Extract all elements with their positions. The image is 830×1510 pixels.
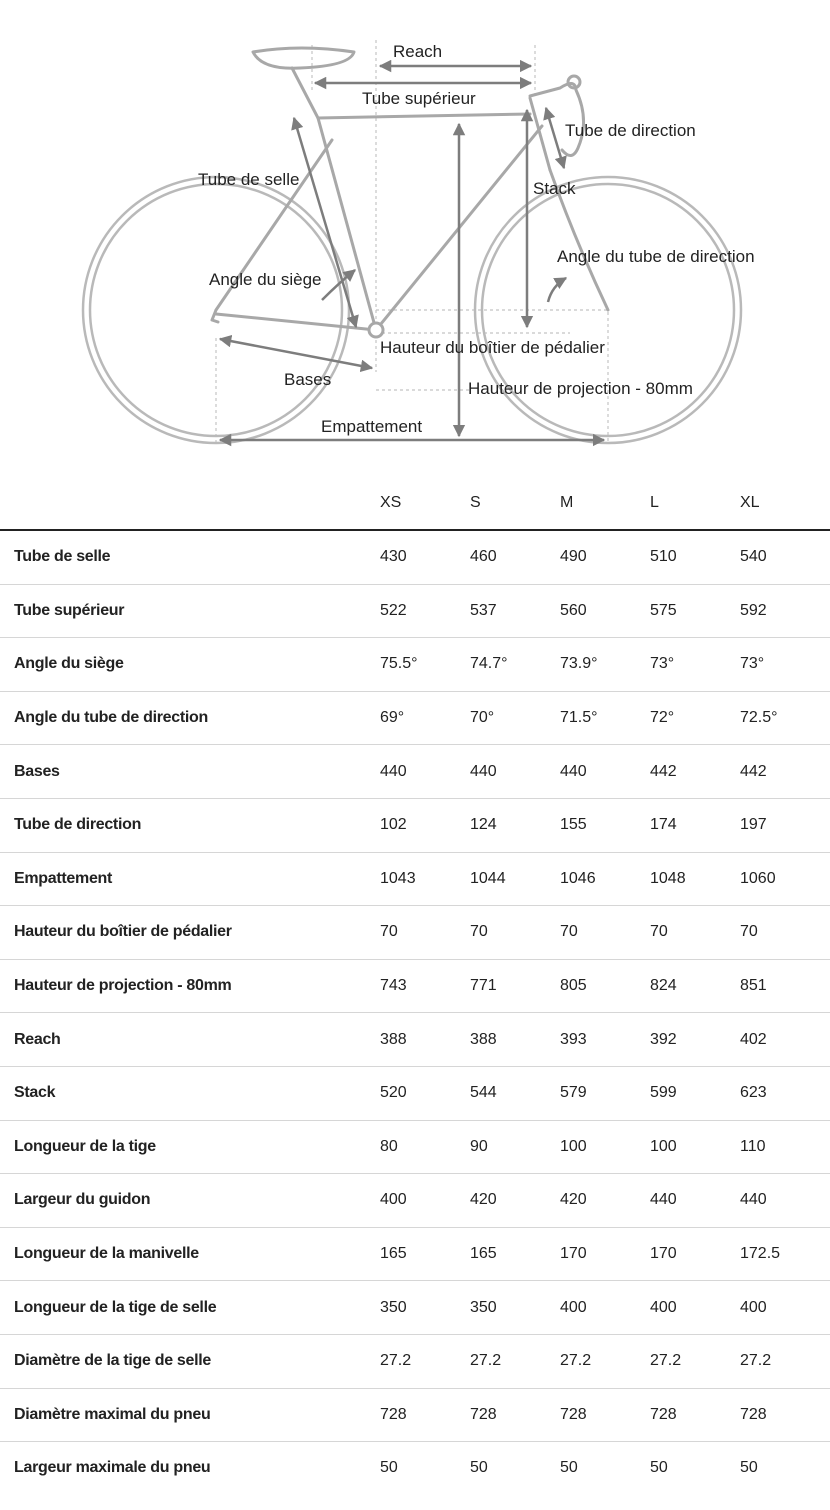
cell-s: 728	[470, 1388, 560, 1442]
table-row	[0, 638, 830, 692]
cell-xs: 70	[380, 906, 470, 960]
label-bb-drop: Hauteur du boîtier de pédalier	[380, 338, 605, 357]
cell-s: 70	[470, 906, 560, 960]
row-label: Angle du siège	[0, 638, 380, 692]
cell-m: 579	[560, 1066, 650, 1120]
cell-s: 388	[470, 1013, 560, 1067]
cell-s: 537	[470, 584, 560, 638]
cell-xs: 440	[380, 745, 470, 799]
cell-xl: 442	[740, 745, 830, 799]
row-label: Empattement	[0, 852, 380, 906]
row-label: Stack	[0, 1066, 380, 1120]
size-header-xl: XL	[740, 477, 830, 530]
label-head-tube: Tube de direction	[565, 121, 696, 140]
cell-l: 72°	[650, 691, 740, 745]
table-row	[0, 745, 830, 799]
cell-m: 400	[560, 1281, 650, 1335]
table-row	[0, 1334, 830, 1388]
cell-s: 165	[470, 1227, 560, 1281]
row-label: Reach	[0, 1013, 380, 1067]
cell-l: 174	[650, 798, 740, 852]
cell-xs: 75.5°	[380, 638, 470, 692]
cell-m: 490	[560, 530, 650, 584]
row-label: Tube de direction	[0, 798, 380, 852]
cell-xs: 430	[380, 530, 470, 584]
cell-l: 100	[650, 1120, 740, 1174]
cell-xl: 72.5°	[740, 691, 830, 745]
cell-s: 1044	[470, 852, 560, 906]
size-header-row	[0, 477, 830, 530]
cell-s: 440	[470, 745, 560, 799]
cell-xs: 1043	[380, 852, 470, 906]
cell-m: 440	[560, 745, 650, 799]
cell-xs: 728	[380, 1388, 470, 1442]
cell-xs: 80	[380, 1120, 470, 1174]
label-stack: Stack	[533, 179, 576, 198]
label-standover: Hauteur de projection - 80mm	[468, 379, 693, 398]
row-label: Tube de selle	[0, 530, 380, 584]
cell-xl: 400	[740, 1281, 830, 1335]
cell-l: 575	[650, 584, 740, 638]
cell-s: 544	[470, 1066, 560, 1120]
cell-m: 420	[560, 1174, 650, 1228]
table-row	[0, 852, 830, 906]
size-header-l: L	[650, 477, 740, 530]
cell-xs: 522	[380, 584, 470, 638]
cell-m: 155	[560, 798, 650, 852]
cell-l: 50	[650, 1459, 668, 1477]
table-row	[0, 906, 830, 960]
cell-m: 560	[560, 584, 650, 638]
label-top-tube: Tube supérieur	[362, 89, 476, 108]
cell-xs: 400	[380, 1174, 470, 1228]
cell-l: 824	[650, 959, 740, 1013]
label-chainstays: Bases	[284, 370, 332, 389]
label-reach: Reach	[393, 42, 443, 61]
cell-l: 510	[650, 530, 740, 584]
table-row	[0, 530, 830, 584]
label-wheelbase: Empattement	[321, 417, 423, 436]
table-row	[0, 1227, 830, 1281]
cell-xl: 110	[740, 1120, 830, 1174]
row-label: Hauteur du boîtier de pédalier	[0, 906, 380, 960]
cell-m: 393	[560, 1013, 650, 1067]
cell-xl: 540	[740, 530, 830, 584]
cell-xl: 1060	[740, 852, 830, 906]
cell-xs: 350	[380, 1281, 470, 1335]
size-header-m: M	[560, 477, 650, 530]
table-row	[0, 1013, 830, 1067]
cell-xs: 102	[380, 798, 470, 852]
table-row	[0, 1174, 830, 1228]
cell-xl: 851	[740, 959, 830, 1013]
cell-l: 170	[650, 1227, 740, 1281]
cell-xs: 743	[380, 959, 470, 1013]
cell-xl: 728	[740, 1388, 830, 1442]
cell-xl: 402	[740, 1013, 830, 1067]
cell-m: 27.2	[560, 1334, 650, 1388]
cell-xs: 388	[380, 1013, 470, 1067]
cell-xs: 520	[380, 1066, 470, 1120]
cell-m: 100	[560, 1120, 650, 1174]
row-label: Longueur de la tige de selle	[0, 1281, 380, 1335]
row-label: Bases	[0, 745, 380, 799]
table-row	[0, 1066, 830, 1120]
cell-m: 728	[560, 1388, 650, 1442]
cell-m: 170	[560, 1227, 650, 1281]
cell-s: 70°	[470, 691, 560, 745]
cell-l: 599	[650, 1066, 740, 1120]
cell-xl: 70	[740, 906, 830, 960]
cell-l: 27.2	[650, 1334, 740, 1388]
cell-xl: 27.2	[740, 1334, 830, 1388]
cell-xl: 592	[740, 584, 830, 638]
cell-xl: 623	[740, 1066, 830, 1120]
table-row	[0, 1281, 830, 1335]
cell-l: 70	[650, 906, 740, 960]
cell-m: 73.9°	[560, 638, 650, 692]
cell-xs: 165	[380, 1227, 470, 1281]
label-head-tube-angle: Angle du tube de direction	[557, 247, 755, 266]
cell-l: 73°	[650, 638, 740, 692]
header-spacer	[0, 477, 380, 530]
cell-xs: 69°	[380, 691, 470, 745]
cell-xl: 172.5	[740, 1227, 830, 1281]
cell-s: 350	[470, 1281, 560, 1335]
cell-s: 27.2	[470, 1334, 560, 1388]
cell-l: 400	[650, 1281, 740, 1335]
cell-l: 392	[650, 1013, 740, 1067]
cell-l: 1048	[650, 852, 740, 906]
cell-m: 70	[560, 906, 650, 960]
cell-xl: 197	[740, 798, 830, 852]
cell-l: 728	[650, 1388, 740, 1442]
bike-geometry-diagram	[0, 0, 830, 462]
cell-s: 771	[470, 959, 560, 1013]
table-row	[0, 584, 830, 638]
cell-s: 124	[470, 798, 560, 852]
cell-xs: 50	[380, 1459, 398, 1477]
cell-l: 442	[650, 745, 740, 799]
cell-s: 74.7°	[470, 638, 560, 692]
table-row	[0, 1388, 830, 1442]
row-label: Longueur de la manivelle	[0, 1227, 380, 1281]
row-label: Angle du tube de direction	[0, 691, 380, 745]
table-row	[0, 1442, 830, 1495]
cell-m: 1046	[560, 852, 650, 906]
row-label: Largeur du guidon	[0, 1174, 380, 1228]
cell-s: 50	[470, 1459, 488, 1477]
cell-s: 90	[470, 1120, 560, 1174]
geometry-table-body	[0, 530, 830, 1495]
row-label: Tube supérieur	[0, 584, 380, 638]
cell-l: 440	[650, 1174, 740, 1228]
cell-m: 50	[560, 1459, 578, 1477]
table-row	[0, 798, 830, 852]
cell-xl: 73°	[740, 638, 830, 692]
table-row	[0, 1120, 830, 1174]
row-label: Hauteur de projection - 80mm	[0, 959, 380, 1013]
row-label: Largeur maximale du pneu	[14, 1459, 211, 1477]
cell-m: 805	[560, 959, 650, 1013]
label-seat-angle: Angle du siège	[209, 270, 322, 289]
cell-s: 420	[470, 1174, 560, 1228]
cell-xs: 27.2	[380, 1334, 470, 1388]
size-header-xs: XS	[380, 477, 470, 530]
geometry-table	[0, 477, 830, 1495]
row-label: Longueur de la tige	[0, 1120, 380, 1174]
table-row	[0, 691, 830, 745]
cell-xl: 440	[740, 1174, 830, 1228]
table-row	[0, 959, 830, 1013]
label-seat-tube: Tube de selle	[198, 170, 300, 189]
cell-xl: 50	[740, 1459, 758, 1477]
row-label: Diamètre maximal du pneu	[0, 1388, 380, 1442]
row-label: Diamètre de la tige de selle	[0, 1334, 380, 1388]
cell-s: 460	[470, 530, 560, 584]
cell-m: 71.5°	[560, 691, 650, 745]
size-header-s: S	[470, 477, 560, 530]
